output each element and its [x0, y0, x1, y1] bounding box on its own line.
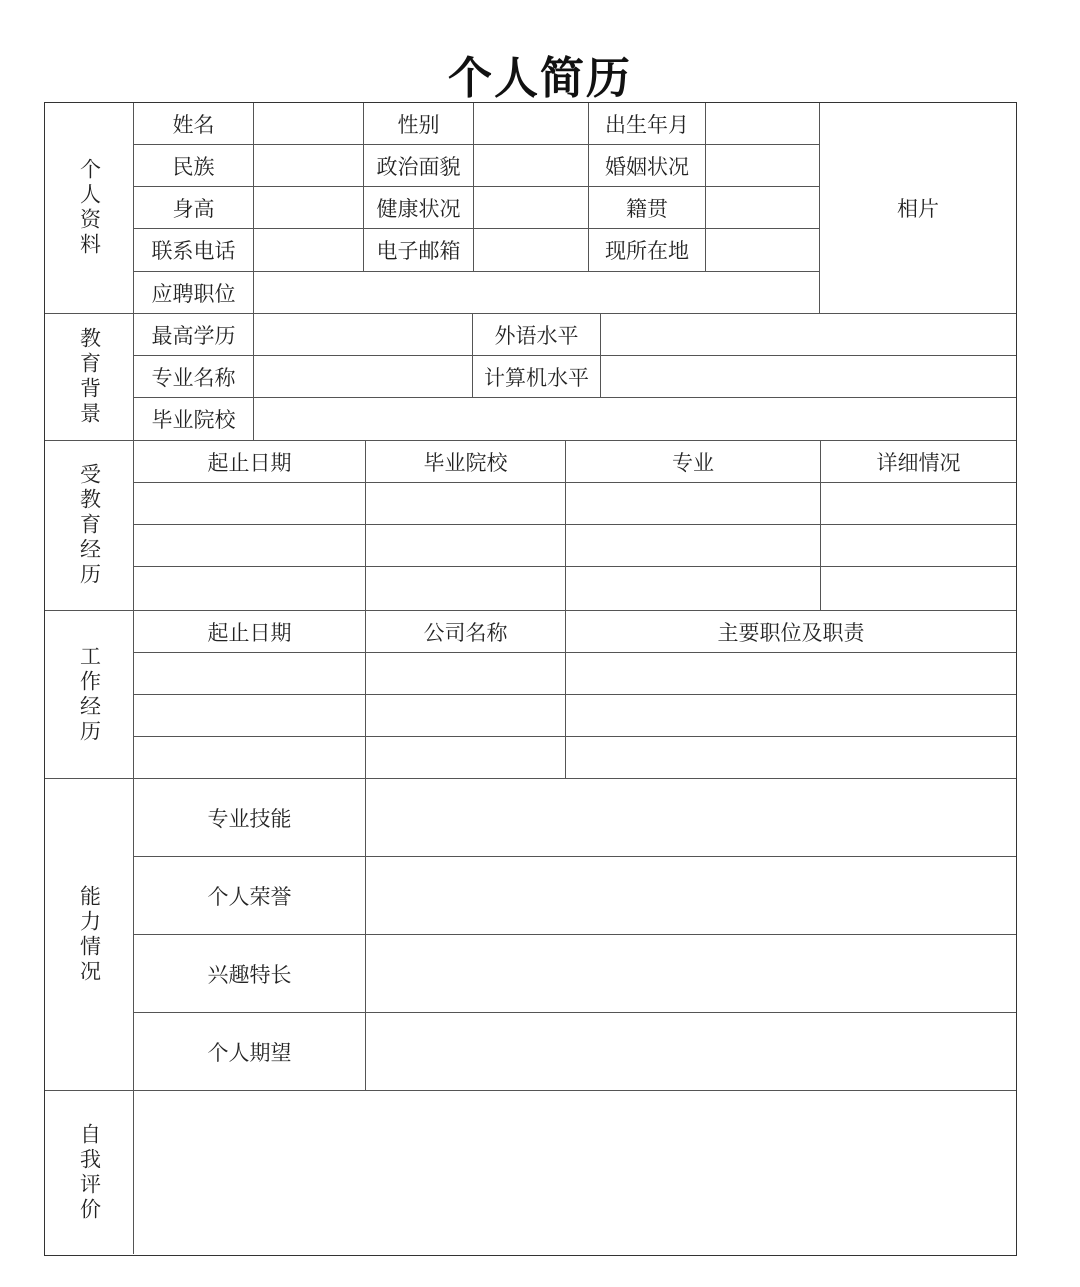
- section-label-ability: [45, 779, 134, 1091]
- section-label-education-history-text: 受教育经历: [77, 463, 102, 588]
- field-phone[interactable]: [254, 229, 364, 272]
- resume-table: [44, 102, 1017, 1256]
- edu-cell[interactable]: [821, 567, 1016, 611]
- section-label-education-bg: [45, 314, 134, 441]
- label-degree: 最高学历: [134, 314, 254, 356]
- label-height: 身高: [134, 187, 254, 229]
- section-label-work-text: 工作经历: [77, 644, 102, 745]
- label-health: 健康状况: [364, 187, 474, 229]
- field-language[interactable]: [601, 314, 1016, 356]
- label-location: 现所在地: [589, 229, 706, 272]
- work-cell[interactable]: [134, 653, 366, 695]
- edu-cell[interactable]: [134, 483, 366, 525]
- field-height[interactable]: [254, 187, 364, 229]
- photo-box[interactable]: 相片: [820, 103, 1016, 314]
- edu-cell[interactable]: [821, 483, 1016, 525]
- label-name: 姓名: [134, 103, 254, 145]
- work-cell[interactable]: [566, 737, 1016, 779]
- edu-cell[interactable]: [366, 525, 566, 567]
- edu-header-major: 专业: [566, 441, 821, 483]
- label-language: 外语水平: [473, 314, 601, 356]
- edu-cell[interactable]: [566, 525, 821, 567]
- label-major: 专业名称: [134, 356, 254, 398]
- field-expectations[interactable]: [366, 1013, 1016, 1091]
- section-label-education-bg-text: 教育背景: [77, 327, 102, 427]
- field-email[interactable]: [474, 229, 589, 272]
- label-ethnicity: 民族: [134, 145, 254, 187]
- label-school: 毕业院校: [134, 398, 254, 441]
- edu-header-period: 起止日期: [134, 441, 366, 483]
- field-degree[interactable]: [254, 314, 473, 356]
- section-label-personal-text: 个人资料: [77, 158, 102, 258]
- field-political[interactable]: [474, 145, 589, 187]
- label-birth: 出生年月: [589, 103, 706, 145]
- edu-cell[interactable]: [134, 567, 366, 611]
- label-marital: 婚姻状况: [589, 145, 706, 187]
- section-label-self-eval: [45, 1091, 134, 1254]
- field-native-place[interactable]: [706, 187, 820, 229]
- field-honors[interactable]: [366, 857, 1016, 935]
- field-self-eval[interactable]: [134, 1091, 1016, 1254]
- page-title: 个人简历: [448, 53, 632, 104]
- label-hobbies: 兴趣特长: [134, 935, 366, 1013]
- label-computer: 计算机水平: [473, 356, 601, 398]
- label-native-place: 籍贯: [589, 187, 706, 229]
- work-cell[interactable]: [566, 653, 1016, 695]
- field-health[interactable]: [474, 187, 589, 229]
- field-marital[interactable]: [706, 145, 820, 187]
- field-computer[interactable]: [601, 356, 1016, 398]
- edu-cell[interactable]: [134, 525, 366, 567]
- edu-cell[interactable]: [821, 525, 1016, 567]
- field-name[interactable]: [254, 103, 364, 145]
- work-cell[interactable]: [366, 695, 566, 737]
- edu-cell[interactable]: [566, 483, 821, 525]
- work-cell[interactable]: [566, 695, 1016, 737]
- field-birth[interactable]: [706, 103, 820, 145]
- label-position: 应聘职位: [134, 272, 254, 314]
- work-header-duties: 主要职位及职责: [566, 611, 1016, 653]
- work-cell[interactable]: [366, 653, 566, 695]
- edu-header-school: 毕业院校: [366, 441, 566, 483]
- section-label-education-history: [45, 441, 134, 611]
- section-label-personal: [45, 103, 134, 314]
- label-political: 政治面貌: [364, 145, 474, 187]
- label-expectations: 个人期望: [134, 1013, 366, 1091]
- label-skills: 专业技能: [134, 779, 366, 857]
- edu-cell[interactable]: [366, 567, 566, 611]
- label-gender: 性别: [364, 103, 474, 145]
- edu-cell[interactable]: [366, 483, 566, 525]
- work-header-company: 公司名称: [366, 611, 566, 653]
- field-gender[interactable]: [474, 103, 589, 145]
- label-honors: 个人荣誉: [134, 857, 366, 935]
- section-label-ability-text: 能力情况: [77, 884, 102, 985]
- work-cell[interactable]: [134, 737, 366, 779]
- work-cell[interactable]: [134, 695, 366, 737]
- label-phone: 联系电话: [134, 229, 254, 272]
- field-ethnicity[interactable]: [254, 145, 364, 187]
- field-position[interactable]: [254, 272, 820, 314]
- work-header-period: 起止日期: [134, 611, 366, 653]
- edu-header-details: 详细情况: [821, 441, 1016, 483]
- section-label-self-eval-text: 自我评价: [77, 1122, 102, 1223]
- edu-cell[interactable]: [566, 567, 821, 611]
- section-label-work: [45, 611, 134, 779]
- field-location[interactable]: [706, 229, 820, 272]
- field-hobbies[interactable]: [366, 935, 1016, 1013]
- field-skills[interactable]: [366, 779, 1016, 857]
- label-email: 电子邮箱: [364, 229, 474, 272]
- work-cell[interactable]: [366, 737, 566, 779]
- field-school[interactable]: [254, 398, 1016, 441]
- field-major[interactable]: [254, 356, 473, 398]
